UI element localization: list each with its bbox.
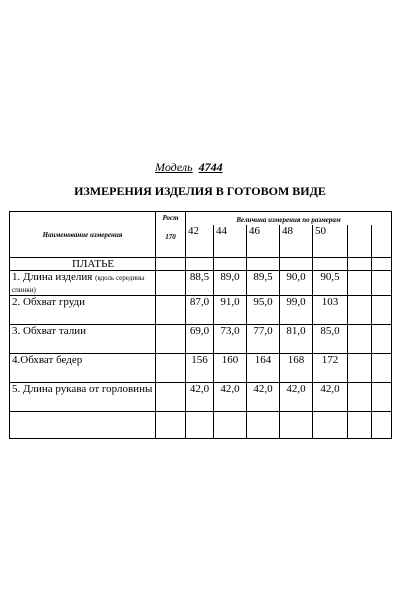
empty-cell — [348, 258, 372, 271]
measurement-value: 95,0 — [247, 296, 280, 325]
measurement-value — [348, 296, 372, 325]
empty-cell — [313, 258, 348, 271]
measurement-name — [10, 296, 156, 325]
measurement-value: 99,0 — [280, 296, 313, 325]
measurement-value: 168 — [280, 354, 313, 383]
size-header-cell: 46 — [247, 225, 280, 258]
measurement-value: 88,5 — [186, 271, 214, 296]
model-number: 4744 — [198, 160, 223, 174]
measurement-name — [10, 271, 156, 296]
table-row — [10, 412, 392, 439]
measurement-value — [313, 412, 348, 439]
measurement-value — [280, 412, 313, 439]
empty-cell — [280, 258, 313, 271]
measurement-value: 69,0 — [186, 325, 214, 354]
measurement-value: 42,0 — [214, 383, 247, 412]
name-header: Наименование измерения — [10, 212, 156, 258]
measurement-value: 89,0 — [214, 271, 247, 296]
empty-cell — [214, 258, 247, 271]
measurement-value — [372, 296, 392, 325]
empty-cell — [156, 296, 186, 325]
measurement-value: 73,0 — [214, 325, 247, 354]
model-label — [155, 160, 223, 175]
measurement-value: 90,5 — [313, 271, 348, 296]
measurement-value — [372, 383, 392, 412]
size-header-cell: 48 — [280, 225, 313, 258]
table-row — [10, 383, 392, 412]
measurement-name-text: 1. Длина изделия — [12, 271, 93, 283]
measurement-value: 90,0 — [280, 271, 313, 296]
empty-cell — [156, 271, 186, 296]
empty-cell — [156, 412, 186, 439]
empty-cell — [156, 383, 186, 412]
size-header-cell: 50 — [313, 225, 348, 258]
measurement-value: 42,0 — [313, 383, 348, 412]
measurement-note: (вдоль середины спинки) — [12, 274, 145, 294]
height-value: 170 — [165, 233, 176, 241]
measurement-name — [10, 354, 156, 383]
empty-cell — [186, 258, 214, 271]
measurement-value — [372, 271, 392, 296]
size-header-cell: 42 — [186, 225, 214, 258]
measurement-value — [348, 383, 372, 412]
measurement-value: 42,0 — [280, 383, 313, 412]
measurement-value: 85,0 — [313, 325, 348, 354]
measurement-name-text: 5. Длина рукава от горловины — [12, 383, 153, 395]
measurement-value — [186, 412, 214, 439]
measurement-value — [247, 412, 280, 439]
measurement-value: 89,5 — [247, 271, 280, 296]
empty-cell — [156, 354, 186, 383]
measurement-value: 42,0 — [186, 383, 214, 412]
measurement-value: 81,0 — [280, 325, 313, 354]
empty-cell — [247, 258, 280, 271]
size-header-cell — [372, 225, 392, 258]
size-range-header: Величина измерения по размерам — [186, 212, 392, 226]
model-word: Модель — [155, 160, 193, 174]
measurement-value — [348, 412, 372, 439]
measurement-value — [348, 271, 372, 296]
measurement-name-text: 3. Обхват талии — [12, 325, 87, 337]
size-header-cell: 44 — [214, 225, 247, 258]
measurement-value — [348, 325, 372, 354]
table-row — [10, 296, 392, 325]
measurement-value — [372, 412, 392, 439]
size-header-cell — [348, 225, 372, 258]
measurement-value: 160 — [214, 354, 247, 383]
section-title: ПЛАТЬЕ — [10, 258, 156, 271]
measurement-value: 172 — [313, 354, 348, 383]
empty-cell — [156, 325, 186, 354]
measurement-name-text: 2. Обхват груди — [12, 296, 85, 308]
measurement-value — [214, 412, 247, 439]
height-label: Рост — [162, 214, 179, 222]
empty-cell — [372, 258, 392, 271]
measurement-value — [372, 325, 392, 354]
table-row — [10, 354, 392, 383]
measurement-name — [10, 412, 156, 439]
measurement-name-text: 4.Обхват бедер — [12, 354, 83, 366]
empty-cell — [156, 258, 186, 271]
measurement-value: 87,0 — [186, 296, 214, 325]
table-row — [10, 271, 392, 296]
measurement-name — [10, 325, 156, 354]
document-title: ИЗМЕРЕНИЯ ИЗДЕЛИЯ В ГОТОВОМ ВИДЕ — [74, 184, 326, 198]
measurement-value: 103 — [313, 296, 348, 325]
measurement-value: 156 — [186, 354, 214, 383]
measurement-value: 164 — [247, 354, 280, 383]
measurement-value — [348, 354, 372, 383]
measurement-value: 91,0 — [214, 296, 247, 325]
measurement-value — [372, 354, 392, 383]
measurement-value: 42,0 — [247, 383, 280, 412]
measurements-table — [9, 211, 392, 439]
measurement-name — [10, 383, 156, 412]
measurement-value: 77,0 — [247, 325, 280, 354]
table-row — [10, 325, 392, 354]
height-header — [156, 212, 186, 258]
